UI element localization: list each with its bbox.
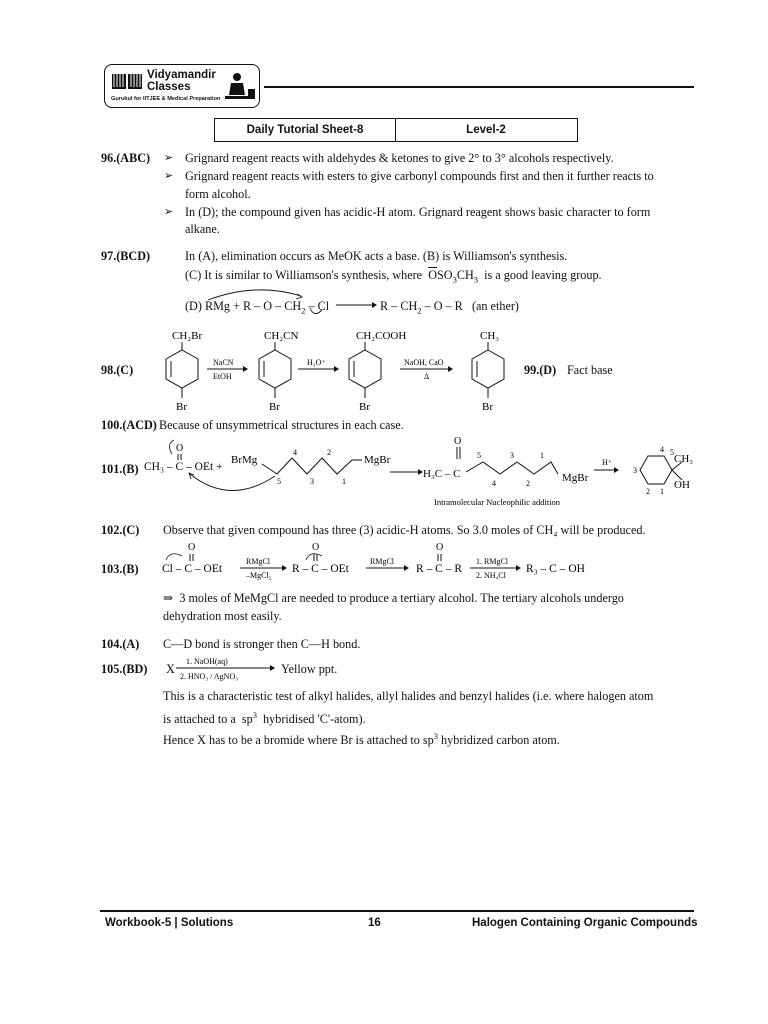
q103-line2b: dehydration most easily. [163,609,282,623]
q103-explanation: 3 moles of MeMgCl are needed to produce a tertiary alcohol. The tertiary alcohols undergo [179,591,624,605]
q98-br-3: Br [359,401,370,413]
q97-d-reactant: (D) RMg + R – O – CH [185,299,302,313]
q97-line1: In (A), elimination occurs as MeOK acts a base. (B) is Williamson's synthesis. [185,249,568,263]
logo-name-line1: Vidyamandir [147,69,216,81]
sheet-title: Daily Tutorial Sheet-8 [215,119,396,141]
bullet-arrow-icon: ➢ [164,170,174,182]
header-rule [264,86,694,88]
q103-arrow1-bottom: –MgCl₂ [246,571,272,580]
q101-mgbr-2: MgBr [562,472,589,484]
q98-arrow3-top: NaOH, CaO [404,358,444,367]
q102-text: Observe that given compound has three (3) acidic-H atoms. So 3.0 moles of CH₄ will be produced. [163,523,646,537]
q103-arrow1-top: RMgCl [246,557,271,566]
q105-line3 [163,731,560,748]
q98-br-1: Br [176,401,187,413]
q98-reagent2-label: CH₂CN [264,330,299,342]
q103-species4: R₃ – C – OH [526,563,585,575]
q98-br-2: Br [269,401,280,413]
chain-num: 3 [510,451,514,460]
benzene-ring-2 [259,342,291,398]
q99-number: 99.(D) [524,363,557,377]
chain-num: 1 [540,451,544,460]
chain-num: 4 [492,479,496,488]
reaction-arrow-icon [336,300,380,310]
chain-num: 5 [477,451,481,460]
tosylate-group: $OSO_3CH_3$ [428,268,479,285]
ring-num: 3 [633,466,637,475]
benzene-ring-4 [472,342,504,398]
ring-num: 5 [670,448,674,457]
footer-chapter: Halogen Containing Organic Compounds [472,917,698,929]
q96-bullet3a: In (D); the compound given has acidic-H atom. Grignard reagent shows basic character to form [185,205,651,219]
q103-species1: Cl – C – OEt [162,563,223,575]
footer-workbook: Workbook-5 | Solutions [105,917,234,929]
q105-reaction-arrow [176,654,280,686]
q97-line2a: (C) It is similar to Williamson's synthesis, where [185,268,423,282]
q98-arrow1-bottom: EtOH [213,372,232,381]
q103-arrow3-top: 1. RMgCl [476,557,509,566]
q98-reagent1-label: CH₂Br [172,330,203,342]
q96-bullet3b: alkane. [185,222,220,236]
q105-arrow-top: 1. NaOH(aq) [186,657,228,666]
q98-arrow3-bottom: Δ [424,372,430,381]
q97-line2 [185,268,602,284]
q103-species3: R – C – R [416,563,463,575]
q103-o-2: O [312,542,320,553]
ring-num: 1 [660,487,664,496]
q96-bullet1: Grignard reagent reacts with aldehydes & ketones to give 2° to 3° alcohols respectively. [185,151,614,165]
q97-reaction-d: (D) RMg + R – O – $CH_2$ – Cl [185,299,330,316]
q101-ch3: CH₃ [674,453,694,465]
q97-d-product-b: – O – R [424,299,463,313]
q97-d-product: R – $CH_2$ – O – R (an ether) [380,299,519,316]
q101-caption: Intramolecular Nucleophilic addition [434,497,561,507]
q97-curved-arrows [196,286,336,320]
q105-sup: 3 [433,731,438,741]
chain-num: 3 [310,477,314,486]
q98-arrow1-top: NaCN [213,358,234,367]
reaction-arrow-icon [594,467,619,473]
q105-line3b: hybridized carbon atom. [441,733,560,748]
benzene-ring-3 [349,342,381,398]
q101-brmg: BrMg [231,454,258,466]
benzene-ring-1 [166,342,198,398]
q98-arrow2-top: H₃O⁺ [307,358,326,367]
q101-carbonyl-o: O [176,443,184,454]
q105-line1: This is a characteristic test of alkyl halides, allyl halides and benzyl halides (i.e. where halogen atom [163,689,654,703]
cyclohexane-ring [640,456,672,484]
q105-product: Yellow ppt. [281,662,338,676]
ring-num: 4 [660,445,664,454]
q101-mgbr-1: MgBr [364,454,391,466]
sheet-header-table [214,118,578,142]
q105-x: X [166,662,175,676]
chain-num: 2 [327,448,331,457]
q101-product-o: O [454,436,462,447]
ring-num: 2 [646,487,650,496]
bullet-arrow-icon: ➢ [164,152,174,164]
q100-number: 100.(ACD) [101,418,157,432]
footer-page-number: 16 [368,917,381,929]
q101-h-plus: H⁺ [602,458,612,467]
chain-num: 5 [277,477,281,486]
q105-arrow-bottom: 2. HNO₃ / AgNO₃ [180,672,239,681]
q101-ester: CH₃ – C – OEt + [144,461,223,473]
q105-line3a: Hence X has to be a bromide where Br is attached to sp [163,733,434,748]
q103-o-3: O [436,542,444,553]
q98-number: 98.(C) [101,363,134,377]
q98-reagent3-label: CH₂COOH [356,330,407,342]
q104-text: C—D bond is stronger then C—H bond. [163,637,361,651]
footer-rule [100,910,694,912]
chain-num: 4 [293,448,297,457]
q105-sup: 3 [252,710,257,720]
sheet-level: Level-2 [466,124,506,136]
q103-line2a [163,591,624,606]
q103-species2: R – C – OEt [292,563,349,575]
q104-number: 104.(A) [101,637,140,651]
q103-arrow2-top: RMgCl [370,557,395,566]
q97-line2b: is a good leaving group. [484,268,602,282]
q101-reaction-scheme [140,434,700,512]
chain-num: 2 [526,479,530,488]
q97-d-chloride: – Cl [308,299,330,313]
q97-number: 97.(BCD) [101,249,151,263]
q98-reaction-scheme [150,328,520,418]
q105-line2a: is attached to a [163,712,236,727]
q105-sp: sp [241,712,253,727]
q97-d-note: (an ether) [471,299,519,313]
q105-number: 105.(BD) [101,662,148,676]
q103-reaction-scheme [160,538,600,582]
q98-reagent4-label: CH₃ [480,330,500,342]
q98-br-4: Br [482,401,493,413]
chain-num: 1 [342,477,346,486]
implies-arrow-icon: ⇒ [163,591,174,605]
q105-line2b: hybridised 'C'-atom). [263,712,366,727]
logo-name-line2: Classes [147,81,191,93]
q101-number: 101.(B) [101,462,139,476]
q105-line2 [163,710,366,727]
q103-o-1: O [188,542,196,553]
q103-arrow3-bottom: 2. NH₄Cl [476,571,506,580]
q96-number: 96.(ABC) [101,151,151,165]
q96-bullet2a: Grignard reagent reacts with esters to give carbonyl compounds first and then it further reacts to [185,169,654,183]
logo-tagline: Gurukul for IITJEE & Medical Preparation [111,96,221,102]
open-book-icon [110,70,144,92]
q101-product-head: H₃C – C [423,468,461,480]
q97-d-product-a: R – CH [380,299,418,313]
q102-number: 102.(C) [101,523,140,537]
q99-text: Fact base [567,363,613,377]
bullet-arrow-icon: ➢ [164,206,174,218]
student-desk-icon [223,69,257,105]
vidyamandir-logo [104,64,260,108]
q101-oh: OH [674,479,690,491]
reaction-arrow-icon [390,469,423,475]
q96-bullet2b: form alcohol. [185,187,251,201]
q100-text: Because of unsymmetrical structures in each case. [159,418,404,432]
q103-number: 103.(B) [101,562,139,576]
